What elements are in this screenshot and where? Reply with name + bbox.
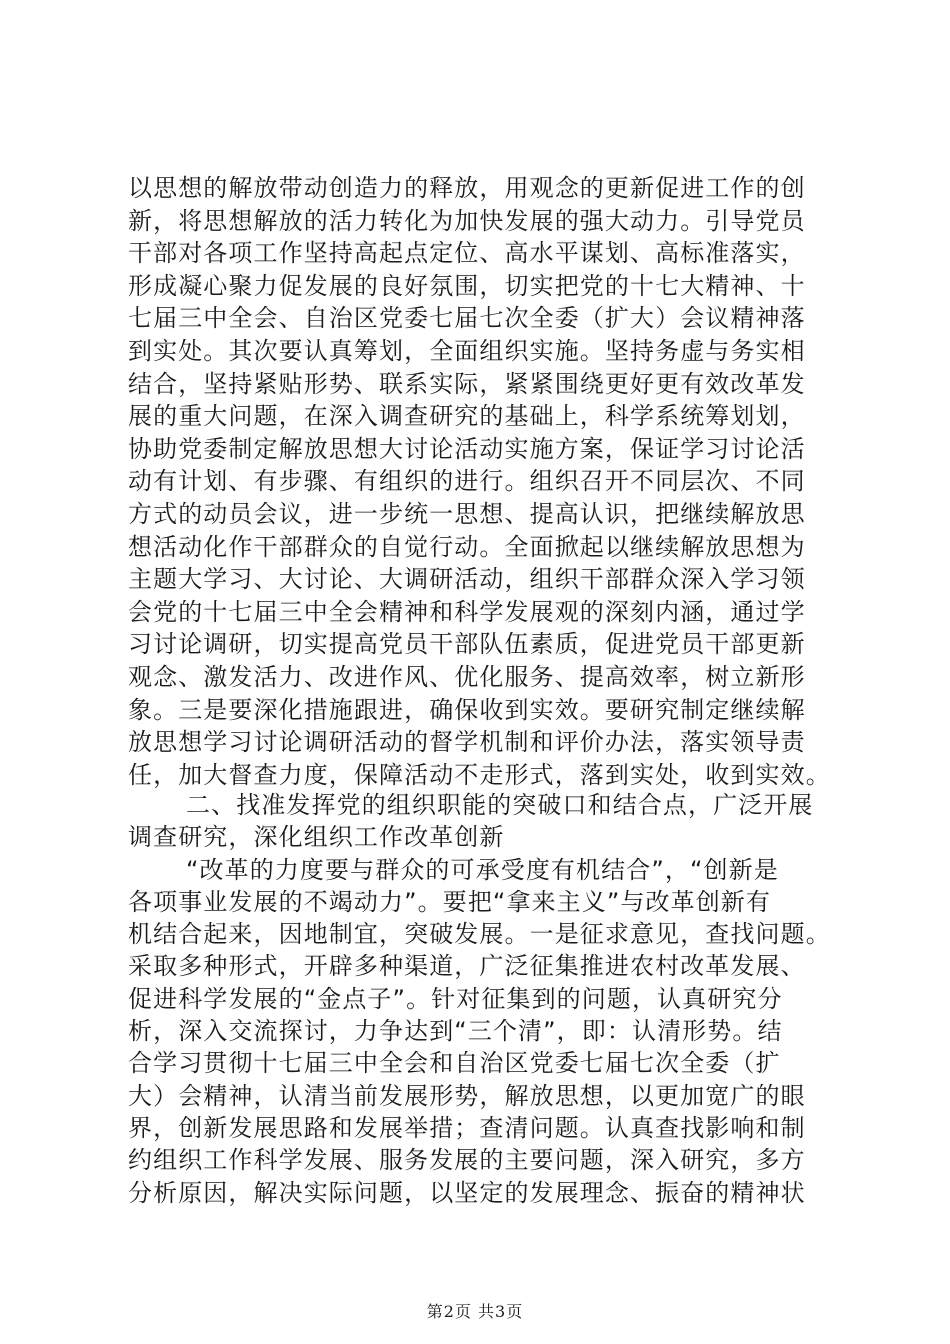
text-line: 任，加大督查力度，保障活动不走形式，落到实处，收到实效。	[128, 760, 831, 789]
page-number-footer: 第2页 共3页	[426, 1302, 524, 1321]
section-two	[128, 789, 831, 1209]
text-line: 方式的动员会议，进一步统一思想、提高认识，把继续解放思	[128, 499, 806, 528]
text-line: 形成凝心聚力促发展的良好氛围，切实把党的十七大精神、十	[128, 271, 806, 300]
paragraph-continuation	[128, 172, 831, 791]
text-line: 习讨论调研，切实提高党员干部队伍素质，促进党员干部更新	[128, 630, 806, 659]
text-line: 合学习贯彻十七届三中全会和自治区党委七届七次全委（扩	[128, 1049, 781, 1078]
section-heading-line: 调查研究，深化组织工作改革创新	[128, 823, 505, 852]
text-line: 主题大学习、大讨论、大调研活动，组织干部群众深入学习领	[128, 565, 806, 594]
text-line: 动有计划、有步骤、有组织的进行。组织召开不同层次、不同	[128, 467, 806, 496]
text-line: 机结合起来，因地制宜，突破发展。一是征求意见，查找问题。	[128, 920, 831, 949]
text-line: 大）会精神，认清当前发展形势，解放思想，以更加宽广的眼	[128, 1081, 806, 1110]
text-line: “改革的力度要与群众的可承受度有机结合”，“创新是	[186, 855, 779, 884]
text-line: 想活动化作干部群众的自觉行动。全面掀起以继续解放思想为	[128, 532, 806, 561]
text-line: 新，将思想解放的活力转化为加快发展的强大动力。引导党员	[128, 206, 806, 235]
text-line: 分析原因，解决实际问题，以坚定的发展理念、振奋的精神状	[128, 1178, 806, 1207]
text-line: 干部对各项工作坚持高起点定位、高水平谋划、高标准落实，	[128, 239, 806, 268]
text-line: 析，深入交流探讨，力争达到“三个清”，即：认清形势。结	[128, 1017, 783, 1046]
text-line: 结合，坚持紧贴形势、联系实际，紧紧围绕更好更有效改革发	[128, 369, 806, 398]
text-line: 各项事业发展的不竭动力”。要把“拿来主义”与改革创新有	[128, 887, 771, 916]
text-line: 促进科学发展的“金点子”。针对征集到的问题，认真研究分	[128, 984, 783, 1013]
text-line: 到实处。其次要认真筹划，全面组织实施。坚持务虚与务实相	[128, 336, 806, 365]
text-line: 约组织工作科学发展、服务发展的主要问题，深入研究，多方	[128, 1146, 806, 1175]
text-line: 采取多种形式，开辟多种渠道，广泛征集推进农村改革发展、	[128, 952, 806, 981]
text-line: 以思想的解放带动创造力的释放，用观念的更新促进工作的创	[128, 174, 806, 202]
text-line: 观念、激发活力、改进作风、优化服务、提高效率，树立新形	[128, 662, 806, 691]
text-line: 会党的十七届三中全会精神和科学发展观的深刻内涵，通过学	[128, 597, 806, 626]
text-line: 协助党委制定解放思想大讨论活动实施方案，保证学习讨论活	[128, 434, 806, 463]
text-line: 象。三是要深化措施跟进，确保收到实效。要研究制定继续解	[128, 695, 806, 724]
text-line: 七届三中全会、自治区党委七届七次全委（扩大）会议精神落	[128, 304, 806, 333]
text-line: 展的重大问题，在深入调查研究的基础上，科学系统筹划划，	[128, 402, 806, 431]
text-line: 放思想学习讨论调研活动的督学机制和评价办法，落实领导责	[128, 728, 806, 757]
section-heading-line: 二、找准发挥党的组织职能的突破口和结合点，广泛开展	[186, 791, 814, 819]
text-line: 界，创新发展思路和发展举措；查清问题。认真查找影响和制	[128, 1113, 806, 1142]
